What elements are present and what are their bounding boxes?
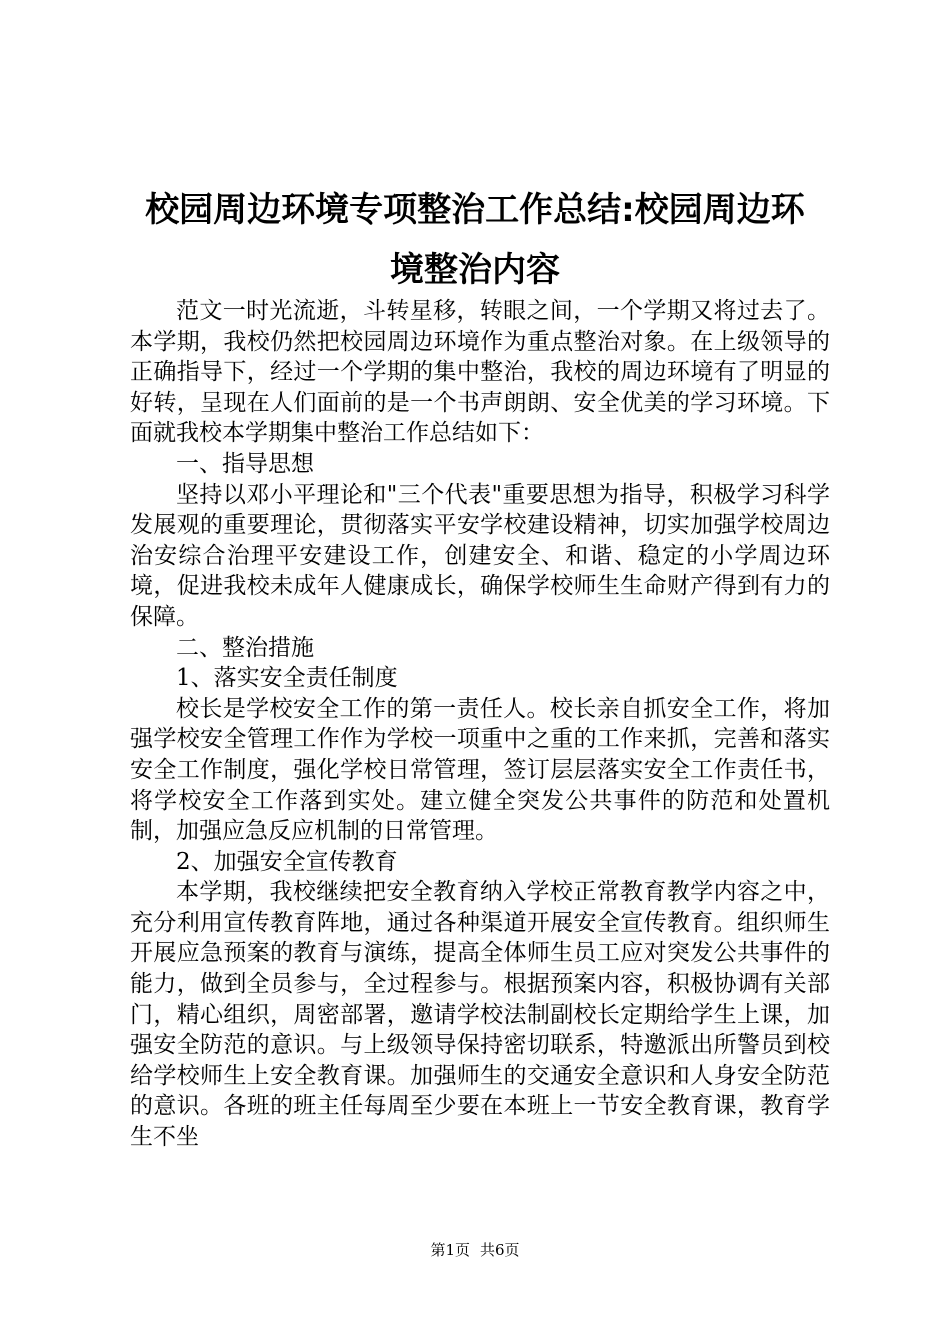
paragraph-guiding-ideology: 坚持以邓小平理论和"三个代表"重要思想为指导，积极学习科学发展观的重要理论，贯彻落实平安学校建设精神，切实加强学校周边治安综合治理平安建设工作，创建安全、和谐、稳定的小学周边环境，促进我校未成年人健康成长，确保学校师生生命财产得到有力的保障。 (130, 481, 830, 630)
subheading-responsibility-system: 1、落实安全责任制度 (176, 665, 398, 692)
document-body (130, 296, 830, 1153)
section-heading-measures: 二、整治措施 (176, 634, 314, 661)
paragraph-safety-education: 本学期，我校继续把安全教育纳入学校正常教育教学内容之中，充分利用宣传教育阵地，通过各种渠道开展安全宣传教育。组织师生开展应急预案的教育与演练，提高全体师生员工应对突发公共事件的能力，做到全员参与，全过程参与。根据预案内容，积极协调有关部门，精心组织，周密部署，邀请学校法制副校长定期给学生上课，加强安全防范的意识。与上级领导保持密切联系，特邀派出所警员到校给学校师生上安全教育课。加强师生的交通安全意识和人身安全防范的意识。各班的班主任每周至少要在本班上一节安全教育课，教育学生不坐 (130, 879, 830, 1151)
document-title-line-1: 校园周边环境专项整治工作总结:校园周边环 (145, 190, 805, 230)
page-number: 第1页 (430, 1241, 470, 1259)
subheading-safety-education: 2、加强安全宣传教育 (176, 848, 398, 875)
section-heading-guiding-ideology: 一、指导思想 (176, 450, 314, 477)
page-total: 共6页 (480, 1241, 520, 1259)
paragraph-responsibility-system: 校长是学校安全工作的第一责任人。校长亲自抓安全工作，将加强学校安全管理工作作为学校一项重中之重的工作来抓，完善和落实安全工作制度，强化学校日常管理，签订层层落实安全工作责任书，将学校安全工作落到实处。建立健全突发公共事件的防范和处置机制，加强应急反应机制的日常管理。 (130, 695, 830, 845)
page-footer (0, 1240, 950, 1260)
document-title-line-2: 境整治内容 (390, 250, 560, 290)
paragraph-intro: 范文一时光流逝，斗转星移，转眼之间，一个学期又将过去了。本学期，我校仍然把校园周边环境作为重点整治对象。在上级领导的正确指导下，经过一个学期的集中整治，我校的周边环境有了明显的好转，呈现在人们面前的是一个书声朗朗、安全优美的学习环境。下面就我校本学期集中整治工作总结如下： (130, 298, 830, 447)
